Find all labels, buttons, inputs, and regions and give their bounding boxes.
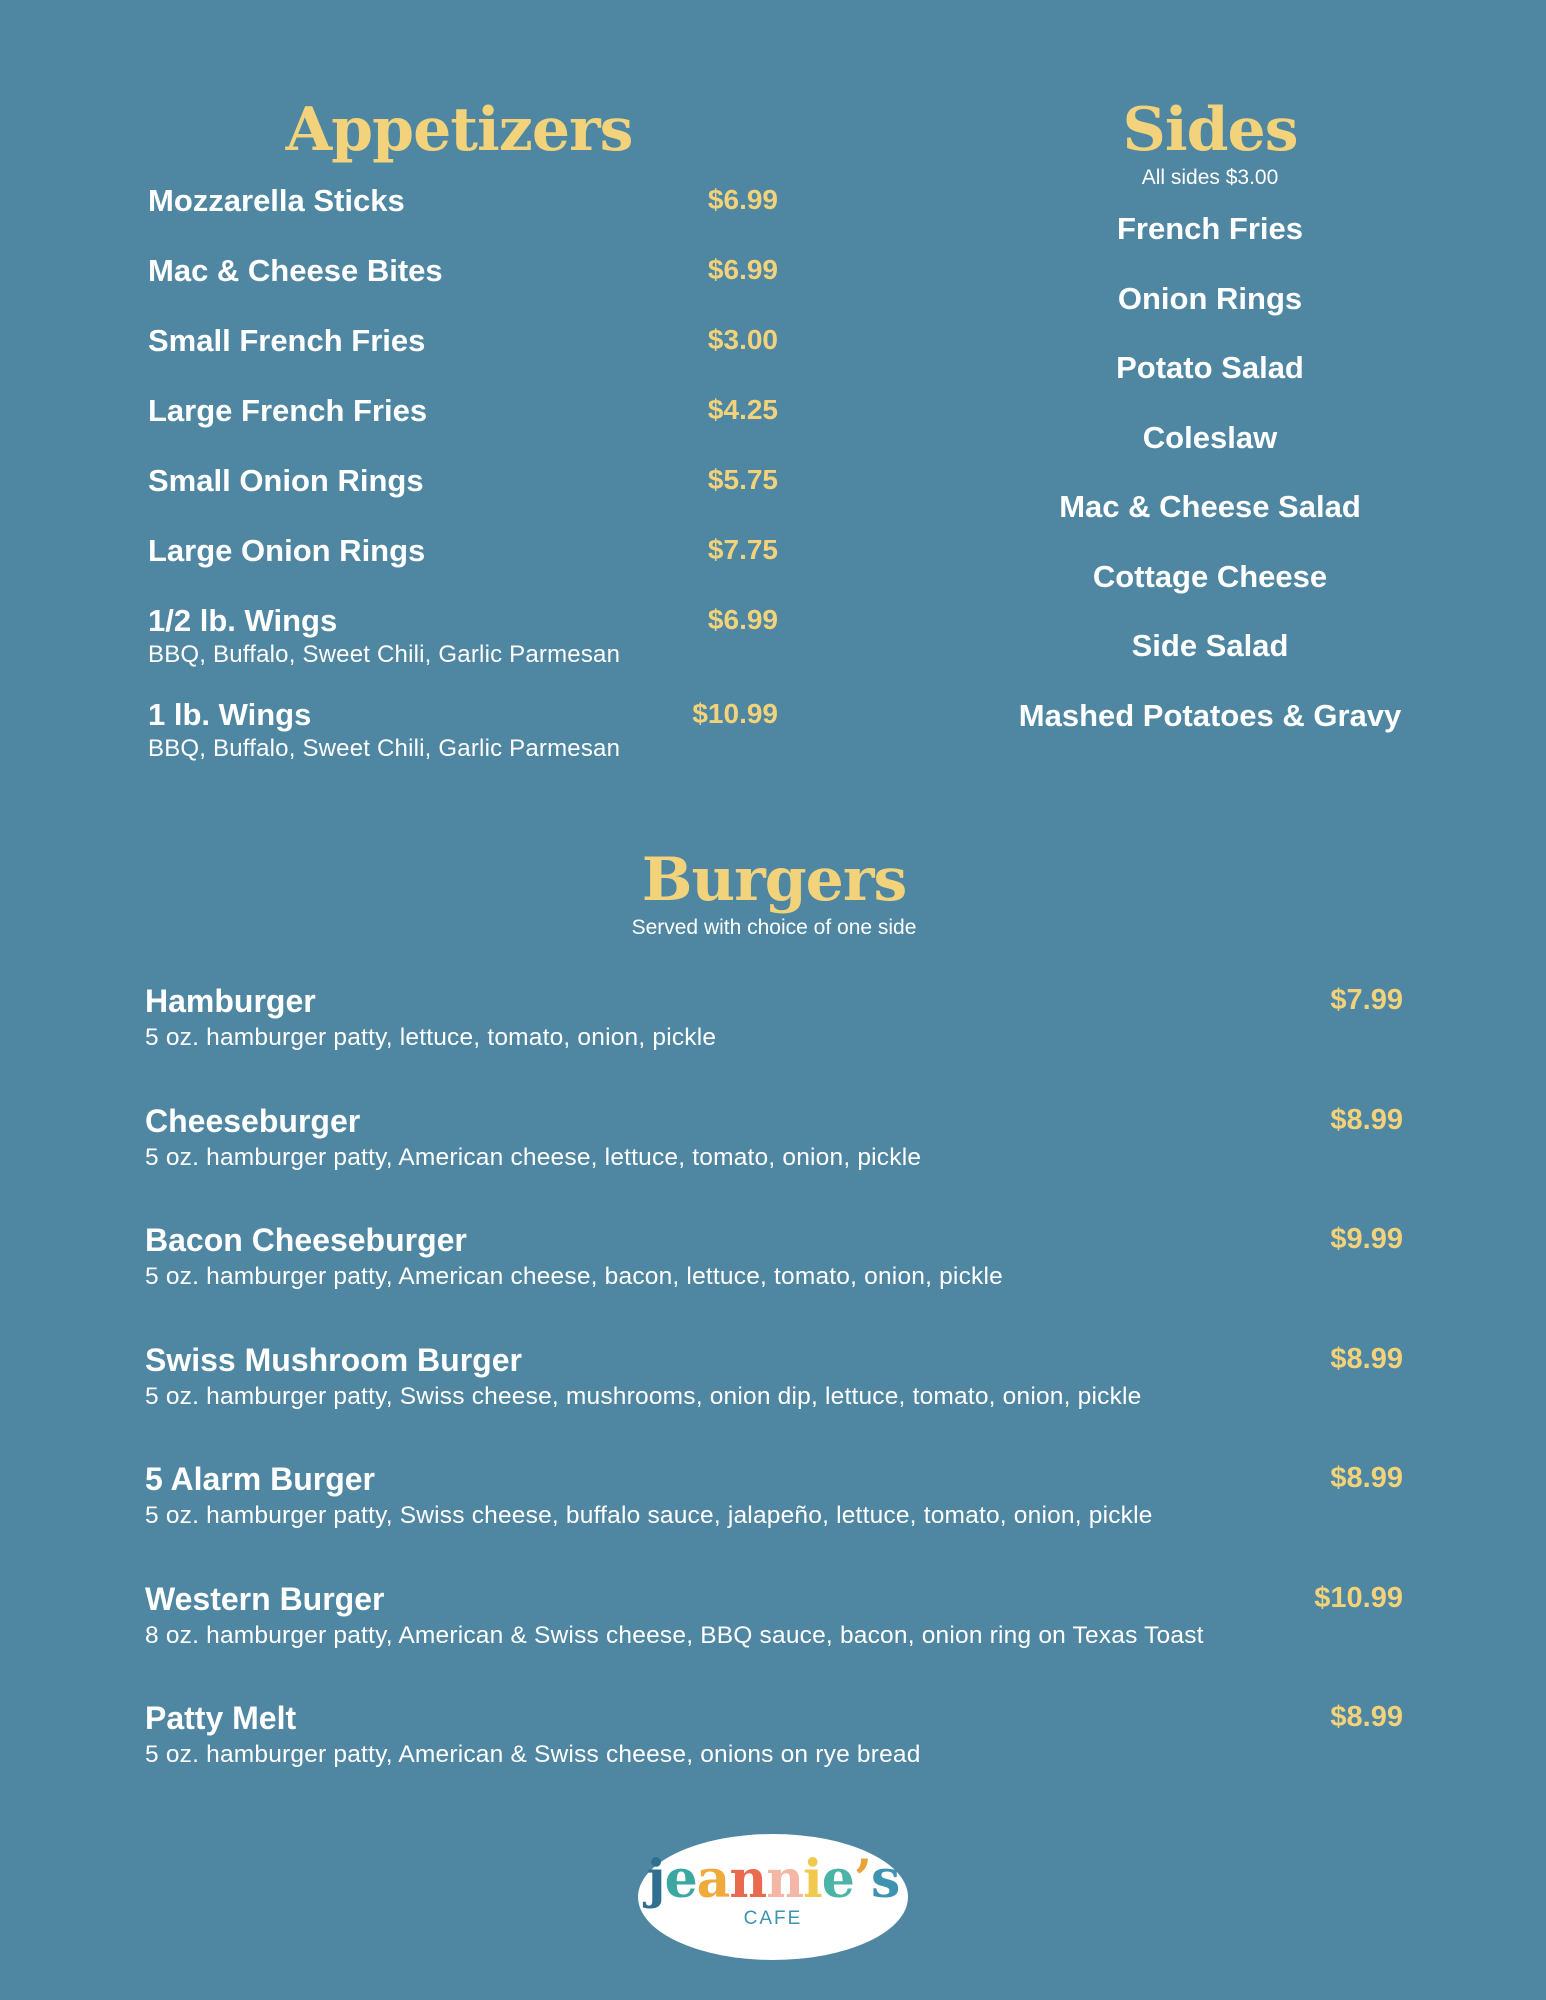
logo-letter: n [729, 1849, 767, 1910]
appetizer-item [148, 696, 778, 790]
appetizer-item [148, 462, 778, 532]
appetizer-price: $3.00 [707, 324, 778, 355]
burger-item [145, 1580, 1403, 1700]
sides-list [940, 210, 1480, 766]
burger-item [145, 1699, 1403, 1819]
burger-description: 8 oz. hamburger patty, American & Swiss cheese, BBQ sauce, bacon, onion ring on Texas Toast [145, 1621, 1204, 1649]
burger-name: Hamburger [145, 983, 316, 1019]
burger-price: $10.99 [1314, 1581, 1403, 1614]
burgers-section [145, 845, 1403, 1819]
jeannies-cafe-logo [638, 1834, 908, 1960]
appetizer-name: 1 lb. Wings [148, 697, 312, 732]
burger-item [145, 1102, 1403, 1222]
sides-section [940, 95, 1480, 766]
logo-letter: e [664, 1849, 697, 1910]
appetizer-price: $6.99 [707, 254, 778, 285]
burger-description: 5 oz. hamburger patty, American & Swiss cheese, onions on rye bread [145, 1741, 921, 1769]
side-item: Mashed Potatoes & Gravy [1018, 697, 1402, 733]
appetizer-item [148, 392, 778, 462]
appetizer-item [148, 602, 778, 696]
logo-letter: s [870, 1849, 900, 1910]
burgers-note: Served with choice of one side [631, 916, 917, 939]
burger-price: $9.99 [1330, 1223, 1403, 1255]
appetizer-name: Mozzarella Sticks [148, 183, 405, 218]
appetizer-price: $10.99 [692, 698, 778, 729]
burger-item [145, 982, 1403, 1102]
burger-price: $8.99 [1330, 1462, 1403, 1494]
logo-letter: e [821, 1849, 854, 1910]
appetizer-name: Large Onion Rings [148, 533, 426, 568]
appetizer-price: $6.99 [707, 604, 778, 635]
burger-description: 5 oz. hamburger patty, Swiss cheese, mushrooms, onion dip, lettuce, tomato, onion, pickle [145, 1382, 1142, 1410]
appetizer-price: $4.25 [707, 394, 778, 425]
burger-description: 5 oz. hamburger patty, American cheese, lettuce, tomato, onion, pickle [145, 1143, 922, 1171]
logo-letter: j [646, 1849, 665, 1910]
side-item: Cottage Cheese [1092, 558, 1328, 594]
appetizer-price: $6.99 [707, 184, 778, 215]
side-item: Coleslaw [1142, 419, 1278, 455]
appetizer-name: Small French Fries [148, 323, 426, 358]
burger-description: 5 oz. hamburger patty, lettuce, tomato, onion, pickle [145, 1024, 717, 1052]
appetizer-item [148, 322, 778, 392]
burger-price: $8.99 [1330, 1103, 1403, 1136]
appetizer-name: Mac & Cheese Bites [148, 253, 443, 288]
burger-item [145, 1460, 1403, 1580]
sides-heading: Sides [1122, 95, 1298, 165]
appetizers-section [148, 95, 778, 790]
logo-wordmark [638, 1834, 908, 1910]
burger-price: $7.99 [1330, 984, 1403, 1016]
sides-note: All sides $3.00 [1141, 166, 1279, 189]
burger-item [145, 1221, 1403, 1341]
side-item: Potato Salad [1116, 350, 1304, 385]
burger-price: $8.99 [1330, 1342, 1403, 1375]
burger-description: 5 oz. hamburger patty, Swiss cheese, buffalo sauce, jalapeño, lettuce, tomato, onion, pickle [145, 1502, 1153, 1530]
appetizer-item [148, 252, 778, 322]
appetizer-description: BBQ, Buffalo, Sweet Chili, Garlic Parmesan [148, 735, 621, 763]
logo-subtitle: CAFE [743, 1908, 803, 1929]
burger-name: Swiss Mushroom Burger [145, 1341, 522, 1378]
appetizer-item [148, 182, 778, 252]
burger-name: 5 Alarm Burger [145, 1461, 375, 1497]
logo-letter: i [803, 1849, 822, 1910]
burger-name: Cheeseburger [145, 1102, 361, 1139]
side-item: Onion Rings [1117, 280, 1303, 316]
burger-name: Bacon Cheeseburger [145, 1222, 467, 1258]
appetizer-item [148, 532, 778, 602]
logo-letter: ’ [853, 1849, 871, 1910]
burgers-list [145, 982, 1403, 1819]
appetizer-price: $7.75 [707, 534, 778, 565]
appetizer-price: $5.75 [707, 464, 778, 495]
appetizer-name: Small Onion Rings [148, 463, 424, 498]
appetizer-name: Large French Fries [148, 393, 428, 428]
appetizer-description: BBQ, Buffalo, Sweet Chili, Garlic Parmesan [148, 641, 621, 669]
logo-letter: n [766, 1849, 803, 1910]
burger-name: Western Burger [145, 1580, 385, 1617]
burger-name: Patty Melt [145, 1700, 297, 1736]
side-item: French Fries [1116, 211, 1304, 246]
side-item: Side Salad [1131, 628, 1289, 663]
burgers-heading: Burgers [641, 845, 907, 915]
appetizers-list [148, 182, 778, 790]
appetizers-heading: Appetizers [285, 95, 633, 165]
side-item: Mac & Cheese Salad [1059, 489, 1361, 524]
burger-price: $8.99 [1330, 1701, 1403, 1733]
appetizer-name: 1/2 lb. Wings [148, 603, 338, 638]
burger-description: 5 oz. hamburger patty, American cheese, bacon, lettuce, tomato, onion, pickle [145, 1263, 1003, 1291]
burger-item [145, 1341, 1403, 1461]
logo-letter: a [696, 1849, 730, 1910]
